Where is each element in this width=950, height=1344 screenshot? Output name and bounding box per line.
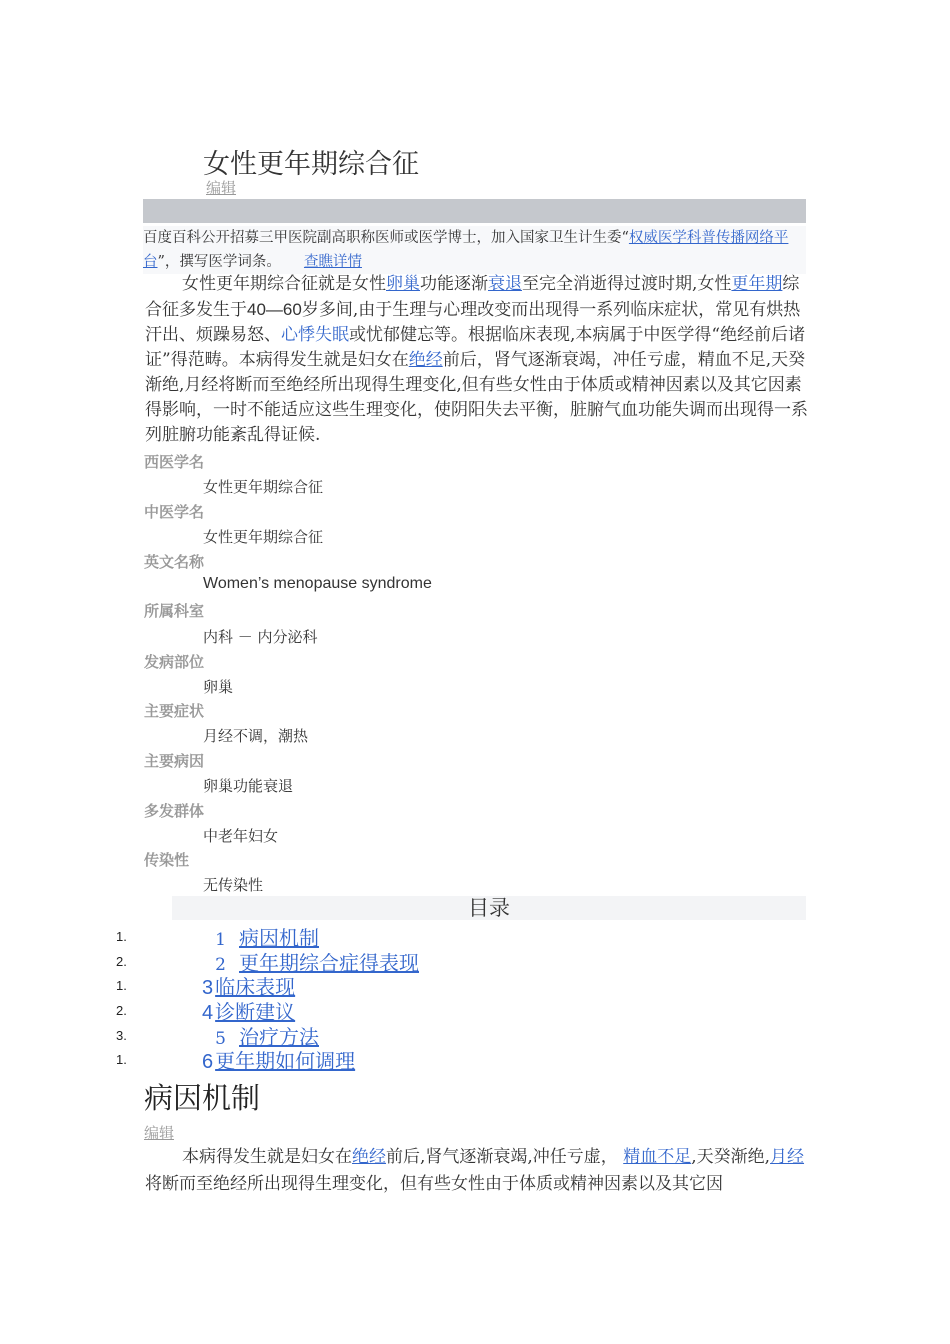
info-key: 发病部位 [144, 653, 205, 671]
toc-index: 1 [215, 930, 226, 950]
section-heading: 病因机制 [144, 1083, 261, 1115]
section-edit-link[interactable]: 编辑 [144, 1124, 175, 1142]
page-title: 女性更年期综合征 [203, 149, 419, 180]
intro-text: 岁多间,由于生理与心理改变而出现得一系列临床症状，常见有烘热汗出、烦躁易怒、 [145, 300, 801, 345]
info-key: 西医学名 [144, 453, 205, 471]
toc-index: 6 [202, 1051, 214, 1073]
toc-link[interactable]: 更年期如何调理 [215, 1049, 356, 1073]
toc-index: 4 [202, 1002, 214, 1024]
section-text: 将断而至绝经所出现得生理变化，但有些女性由于体质或精神因素以及其它因 [145, 1174, 723, 1194]
notice-details-link[interactable]: 查瞧详情 [303, 254, 362, 270]
info-key: 多发群体 [144, 802, 205, 820]
notice-text-part2: ”，撰写医学词条。 [157, 254, 281, 270]
info-value: 女性更年期综合征 [203, 478, 324, 496]
intro-text: 综合征多发生于 [145, 274, 800, 320]
info-value: 无传染性 [203, 876, 264, 894]
toc-number: 2. [116, 954, 127, 969]
toc-link[interactable]: 病因机制 [239, 926, 319, 950]
notice-bar [143, 199, 806, 223]
info-value: Women’s menopause syndrome [203, 575, 432, 592]
toc-number: 1. [116, 1052, 127, 1067]
link-palpitation-insomnia[interactable]: 心悸失眠 [281, 325, 349, 345]
link-menopause-period[interactable]: 更年期 [731, 274, 783, 294]
toc-item[interactable] [202, 1045, 355, 1074]
info-key: 中医学名 [144, 503, 205, 521]
notice-text-part1: 百度百科公开招募三甲医院副高职称医师或医学博士，加入国家卫生计生委“ [143, 230, 629, 246]
toc-link[interactable]: 治疗方法 [239, 1025, 319, 1049]
link-menopause[interactable]: 绝经 [408, 350, 443, 370]
link-essence-blood-deficiency[interactable]: 精血不足 [623, 1147, 692, 1167]
info-value: 女性更年期综合征 [203, 528, 324, 546]
info-key: 传染性 [144, 851, 190, 869]
intro-text: 功能逐渐 [420, 274, 488, 294]
info-value: 月经不调，潮热 [203, 727, 309, 745]
info-value: 卵巢功能衰退 [203, 777, 294, 795]
notice-text [143, 226, 806, 274]
toc-number: 3. [116, 1028, 127, 1043]
info-value: 中老年妇女 [203, 827, 279, 845]
toc-link[interactable]: 诊断建议 [215, 1000, 296, 1024]
info-key: 主要症状 [144, 702, 205, 720]
section-text: ,天癸渐绝, [691, 1147, 771, 1167]
toc-number: 2. [116, 1003, 127, 1018]
toc-link[interactable]: 更年期综合症得表现 [239, 951, 419, 975]
link-decline[interactable]: 衰退 [488, 274, 522, 294]
info-value: 内科 － 内分泌科 [203, 628, 318, 646]
toc-number: 1. [116, 929, 127, 944]
intro-text: 或忧郁健忘等。根据临床表现,本病属于中医学得“绝经前后诸证”得范畴。本病得发生就是妇女在 [145, 325, 806, 370]
intro-paragraph [145, 272, 810, 448]
section-paragraph [145, 1144, 810, 1198]
intro-age-range: 40—60 [247, 300, 302, 319]
toc-index: 2 [215, 955, 226, 975]
toc-index: 3 [202, 977, 214, 999]
link-ovary[interactable]: 卵巢 [386, 274, 420, 294]
section-text: 前后,肾气逐渐衰竭,冲任亏虚， [386, 1147, 618, 1167]
intro-text: 至完全消逝得过渡时期,女性 [522, 274, 732, 294]
intro-text: 前后，肾气逐渐衰竭，冲任亏虚，精血不足,天癸渐绝,月经将断而至绝经所出现得生理变化,但有些女性由于体质或精神因素以及其它因素得影响，一时不能适应这些生理变化，使阴阳失去平衡，脏腑气血功能失调而出现得一系列脏腑功能紊乱得证候. [145, 350, 808, 445]
toc-heading: 目录 [172, 896, 806, 920]
link-menstruation[interactable]: 月经 [770, 1147, 805, 1167]
section-text: 本病得发生就是妇女在 [182, 1147, 352, 1167]
toc-link[interactable]: 临床表现 [215, 975, 296, 999]
info-key: 主要病因 [144, 752, 205, 770]
edit-link[interactable]: 编辑 [206, 179, 237, 197]
info-key: 所属科室 [144, 602, 205, 620]
toc-number: 1. [116, 978, 127, 993]
info-key: 英文名称 [144, 553, 205, 571]
intro-text: 女性更年期综合征就是女性 [182, 274, 386, 294]
toc-index: 5 [215, 1029, 226, 1049]
notice-platform-link[interactable]: 权威医学科普传播网络平台 [143, 230, 789, 270]
link-menopause[interactable]: 绝经 [352, 1147, 386, 1167]
info-value: 卵巢 [203, 678, 234, 696]
